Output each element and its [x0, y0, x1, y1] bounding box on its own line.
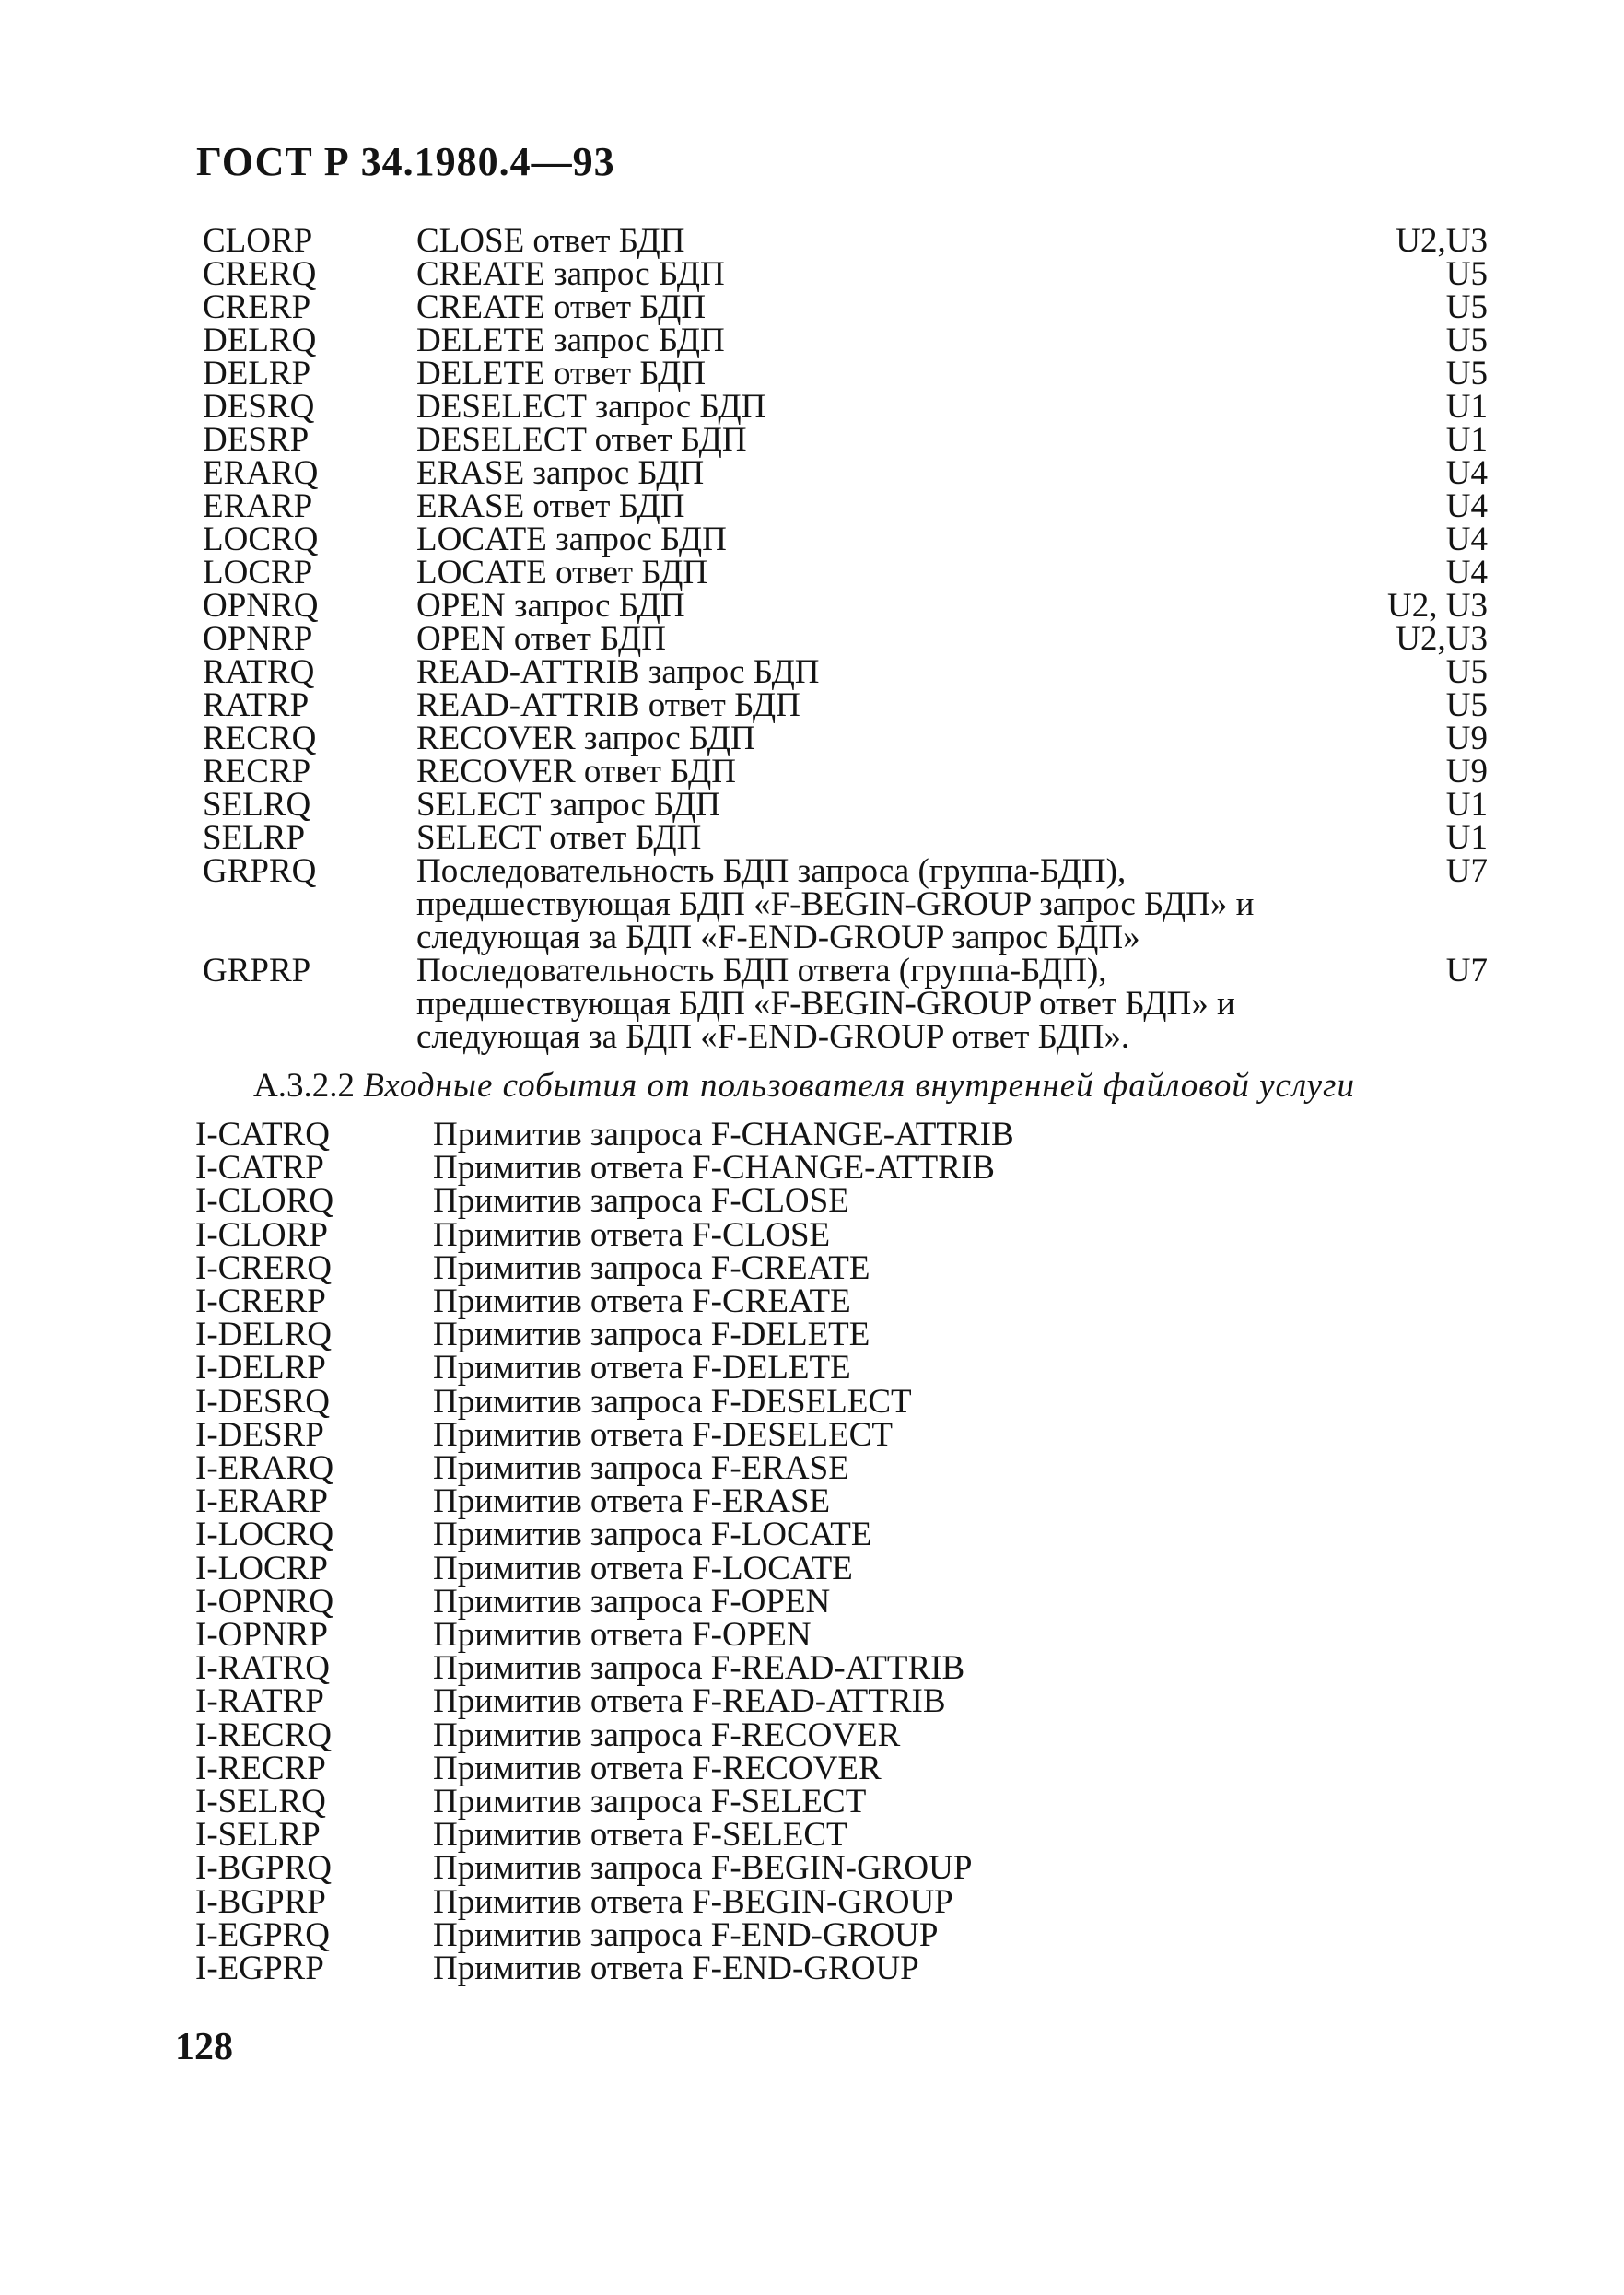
event-description: Примитив ответа F-BEGIN-GROUP [433, 1883, 953, 1921]
event-description: Примитив запроса F-DELETE [433, 1316, 870, 1353]
table-row [0, 1449, 1624, 1487]
table-row [0, 952, 1624, 1056]
event-description: READ-ATTRIB ответ БДП [416, 686, 800, 724]
event-description: Примитив запроса F-DESELECT [433, 1383, 912, 1421]
table-row [0, 1752, 1624, 1786]
event-reference: U2,U3 [1396, 222, 1488, 260]
event-description: Последовательность БДП ответа (группа-БДП), предшествующая БДП «F-BEGIN-GROUP ответ БДП» и следующая за БДП «F-END-GROUP ответ БДП». [416, 952, 1235, 1056]
event-description: OPEN ответ БДП [416, 620, 666, 658]
table-row [0, 1182, 1624, 1220]
table-row [0, 324, 1624, 357]
event-code: SELRP [203, 819, 306, 857]
event-reference: U9 [1445, 753, 1488, 790]
table-row [0, 1616, 1624, 1654]
table-row [0, 1952, 1624, 1985]
event-code: GRPRP [203, 952, 311, 989]
event-code: I-BGPRP [195, 1883, 326, 1921]
event-description: Примитив запроса F-RECOVER [433, 1716, 901, 1754]
table-row [0, 1149, 1624, 1187]
event-code: DESRP [203, 421, 310, 459]
event-code: I-CATRQ [195, 1116, 330, 1153]
event-code: I-RATRQ [195, 1649, 330, 1687]
section-heading [253, 1066, 1355, 1106]
event-reference: U1 [1445, 388, 1488, 426]
table-row [0, 1849, 1624, 1887]
table-row [0, 523, 1624, 556]
table-row [0, 1318, 1624, 1352]
table-row [0, 1249, 1624, 1287]
event-code: SELRQ [203, 786, 311, 824]
event-code: I-EGPRQ [195, 1916, 330, 1954]
event-description: Примитив ответа F-CREATE [433, 1282, 851, 1320]
event-code: RATRP [203, 686, 310, 724]
event-code: I-DESRP [195, 1416, 324, 1454]
table-row [0, 587, 1624, 625]
event-description: ERASE запрос БДП [416, 454, 705, 492]
table-row [0, 1552, 1624, 1586]
event-description: Примитив запроса F-CREATE [433, 1249, 870, 1287]
event-reference: U2,U3 [1396, 620, 1488, 658]
event-code: I-CLORP [195, 1216, 328, 1254]
section-title: Входные события от пользователя внутренней файловой услуги [363, 1067, 1355, 1105]
event-code: I-OPNRP [195, 1616, 328, 1654]
table-row [0, 1482, 1624, 1520]
event-code: I-LOCRP [195, 1550, 328, 1587]
event-code: I-RECRP [195, 1750, 326, 1787]
event-description: Примитив ответа F-ERASE [433, 1482, 831, 1520]
event-reference: U1 [1445, 421, 1488, 459]
event-code: DESRQ [203, 388, 315, 426]
event-code: I-CLORQ [195, 1182, 334, 1220]
event-description: Примитив запроса F-LOCATE [433, 1516, 872, 1553]
event-code: I-DESRQ [195, 1383, 330, 1421]
event-code: LOCRQ [203, 521, 319, 558]
event-reference: U5 [1445, 322, 1488, 359]
event-code: RATRQ [203, 653, 315, 691]
event-code: I-RECRQ [195, 1716, 332, 1754]
event-description: Примитив ответа F-RECOVER [433, 1750, 882, 1787]
event-description: CLOSE ответ БДП [416, 222, 685, 260]
table-row [0, 222, 1624, 260]
table-row [0, 487, 1624, 525]
event-code: I-OPNRQ [195, 1583, 334, 1621]
event-code: CRERP [203, 288, 311, 326]
event-code: I-LOCRQ [195, 1516, 334, 1553]
event-description: Примитив ответа F-READ-ATTRIB [433, 1682, 946, 1720]
event-code: I-EGPRP [195, 1950, 324, 1987]
table-row [0, 1349, 1624, 1387]
event-code: I-DELRQ [195, 1316, 332, 1353]
event-code: DELRQ [203, 322, 317, 359]
event-code: RECRQ [203, 720, 317, 757]
event-description: Примитив запроса F-BEGIN-GROUP [433, 1849, 973, 1887]
event-code: I-CATRP [195, 1149, 324, 1187]
event-reference: U2, U3 [1387, 587, 1488, 625]
table-row [0, 255, 1624, 293]
table-row [0, 1783, 1624, 1821]
event-description: Примитив запроса F-END-GROUP [433, 1916, 939, 1954]
event-description: RECOVER ответ БДП [416, 753, 737, 790]
event-reference: U9 [1445, 720, 1488, 757]
event-reference: U5 [1445, 686, 1488, 724]
event-description: DELETE запрос БДП [416, 322, 725, 359]
event-description: Примитив ответа F-CHANGE-ATTRIB [433, 1149, 995, 1187]
table-row [0, 288, 1624, 326]
event-description: DESELECT запрос БДП [416, 388, 766, 426]
event-code: RECRP [203, 753, 311, 790]
event-code: I-DELRP [195, 1349, 326, 1387]
table-row [0, 1416, 1624, 1454]
table-row [0, 686, 1624, 724]
event-description: Примитив ответа F-DESELECT [433, 1416, 893, 1454]
event-code: DELRP [203, 355, 311, 392]
table-row [0, 852, 1624, 956]
event-reference: U5 [1445, 288, 1488, 326]
table-row [0, 454, 1624, 492]
table-row [0, 1716, 1624, 1754]
event-code: CLORP [203, 222, 313, 260]
event-description: Примитив ответа F-LOCATE [433, 1550, 853, 1587]
event-reference: U4 [1445, 554, 1488, 591]
event-description: Примитив запроса F-ERASE [433, 1449, 849, 1487]
table-row [0, 653, 1624, 691]
event-code: I-SELRP [195, 1816, 321, 1854]
event-description: DESELECT ответ БДП [416, 421, 747, 459]
event-code: OPNRP [203, 620, 313, 658]
event-description: Примитив запроса F-READ-ATTRIB [433, 1649, 965, 1687]
event-description: DELETE ответ БДП [416, 355, 707, 392]
table-row [0, 819, 1624, 857]
table-row [0, 556, 1624, 590]
event-code: ERARQ [203, 454, 319, 492]
table-row [0, 755, 1624, 789]
page-header: ГОСТ Р 34.1980.4—93 [196, 139, 615, 184]
table-row [0, 1282, 1624, 1320]
table-row [0, 1682, 1624, 1720]
event-description: OPEN запрос БДП [416, 587, 685, 625]
event-description: Примитив запроса F-CHANGE-ATTRIB [433, 1116, 1014, 1153]
event-code: I-CRERQ [195, 1249, 332, 1287]
table-row [0, 1216, 1624, 1254]
event-code: OPNRQ [203, 587, 319, 625]
event-code: I-SELRQ [195, 1783, 326, 1821]
event-description: Примитив запроса F-SELECT [433, 1783, 867, 1821]
event-reference: U5 [1445, 653, 1488, 691]
event-description: Примитив ответа F-SELECT [433, 1816, 847, 1854]
event-reference: U4 [1445, 487, 1488, 525]
event-description: Примитив ответа F-END-GROUP [433, 1950, 919, 1987]
event-description: CREATE запрос БДП [416, 255, 725, 293]
event-description: ERASE ответ БДП [416, 487, 685, 525]
event-description: CREATE ответ БДП [416, 288, 707, 326]
event-description: Примитив запроса F-CLOSE [433, 1182, 849, 1220]
event-description: SELECT ответ БДП [416, 819, 702, 857]
event-description: RECOVER запрос БДП [416, 720, 755, 757]
table-row [0, 1649, 1624, 1687]
table-row [0, 388, 1624, 426]
table-row [0, 1816, 1624, 1854]
table-row [0, 421, 1624, 459]
event-description: Примитив ответа F-CLOSE [433, 1216, 831, 1254]
event-description: Последовательность БДП запроса (группа-БДП), предшествующая БДП «F-BEGIN-GROUP запрос БДП» и следующая за БДП «F-END-GROUP запрос БДП» [416, 852, 1255, 956]
table-row [0, 1118, 1624, 1152]
table-row [0, 620, 1624, 658]
event-reference: U4 [1445, 521, 1488, 558]
table-row [0, 357, 1624, 391]
event-reference: U5 [1445, 355, 1488, 392]
event-reference: U5 [1445, 255, 1488, 293]
table-row [0, 722, 1624, 755]
table-row [0, 1583, 1624, 1621]
event-code: I-ERARQ [195, 1449, 334, 1487]
event-description: LOCATE запрос БДП [416, 521, 727, 558]
event-code: I-BGPRQ [195, 1849, 333, 1887]
section-number: А.3.2.2 [253, 1067, 355, 1105]
event-description: Примитив ответа F-OPEN [433, 1616, 812, 1654]
event-description: Примитив запроса F-OPEN [433, 1583, 831, 1621]
event-description: LOCATE ответ БДП [416, 554, 708, 591]
event-code: CRERQ [203, 255, 317, 293]
event-code: I-ERARP [195, 1482, 328, 1520]
event-reference: U7 [1445, 952, 1488, 989]
event-code: ERARP [203, 487, 313, 525]
event-reference: U1 [1445, 819, 1488, 857]
event-code: GRPRQ [203, 852, 317, 890]
event-description: READ-ATTRIB запрос БДП [416, 653, 820, 691]
event-reference: U4 [1445, 454, 1488, 492]
table-row [0, 786, 1624, 824]
table-row [0, 1916, 1624, 1954]
event-reference: U1 [1445, 786, 1488, 824]
table-row [0, 1518, 1624, 1551]
event-code: LOCRP [203, 554, 313, 591]
table-row [0, 1383, 1624, 1421]
event-description: Примитив ответа F-DELETE [433, 1349, 851, 1387]
event-reference: U7 [1445, 852, 1488, 890]
page-number: 128 [175, 2026, 233, 2068]
event-code: I-RATRP [195, 1682, 324, 1720]
event-description: SELECT запрос БДП [416, 786, 720, 824]
table-row [0, 1883, 1624, 1921]
event-code: I-CRERP [195, 1282, 326, 1320]
